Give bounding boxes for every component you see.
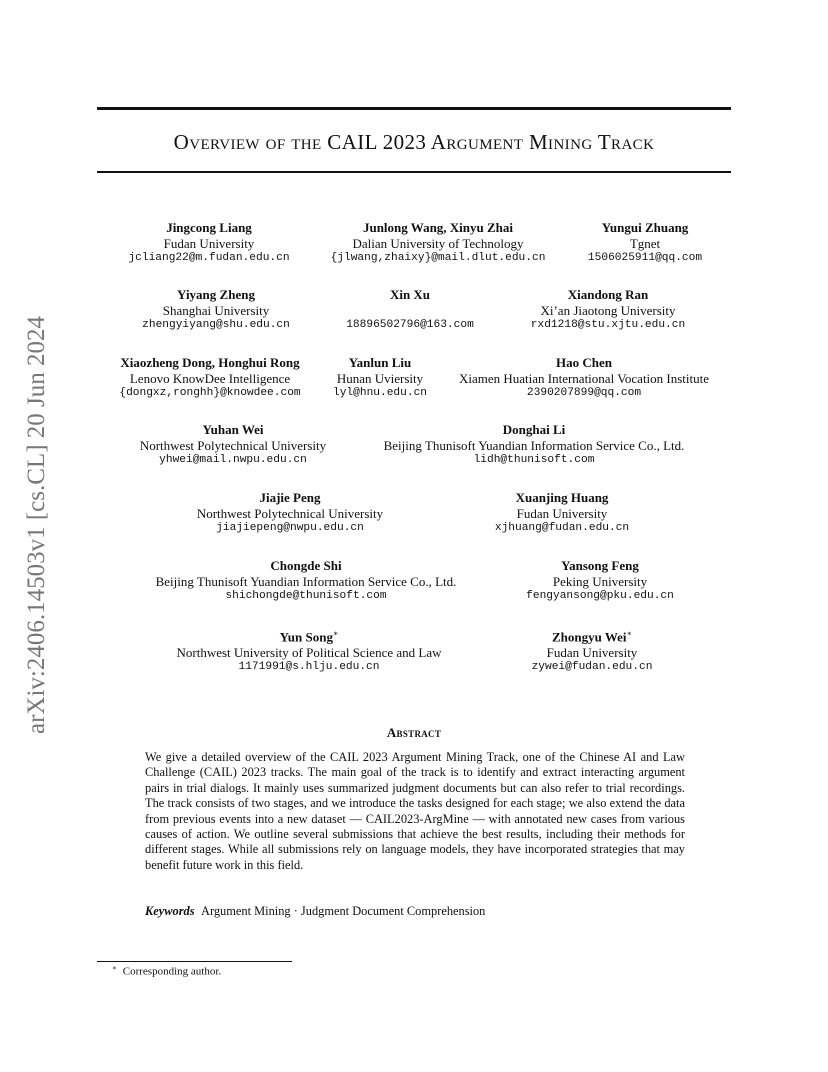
author-email: 18896502796@163.com	[346, 319, 474, 331]
title-bottom-rule	[97, 171, 731, 173]
footnote-mark: ∗	[112, 964, 117, 972]
author-name: Xin Xu	[389, 287, 431, 302]
author-email: rxd1218@stu.xjtu.edu.cn	[530, 319, 686, 331]
footnote-rule	[97, 961, 292, 962]
author-name: Xiandong Ran	[567, 287, 649, 302]
author-email: xjhuang@fudan.edu.cn	[494, 522, 630, 534]
author-name: Hao Chen	[556, 355, 612, 370]
author-email: zywei@fudan.edu.cn	[531, 661, 653, 674]
abstract-heading: Abstract	[386, 725, 442, 740]
arxiv-side-stamp: arXiv:2406.14503v1 [cs.CL] 20 Jun 2024	[23, 315, 50, 735]
author-email: {dongxz,ronghh}@knowdee.com	[119, 387, 301, 399]
author-email: {jlwang,zhaixy}@mail.dlut.edu.cn	[330, 252, 546, 264]
author-affiliation: Shanghai University	[162, 302, 270, 318]
author-affiliation: Fudan University	[163, 235, 255, 251]
keywords-line	[145, 904, 485, 919]
author-email: 1506025911@qq.com	[587, 252, 703, 264]
author-affiliation: Tgnet	[629, 235, 661, 251]
author-email: 2390207899@qq.com	[526, 387, 642, 399]
author-affiliation: Xiamen Huatian International Vocation Institute	[458, 370, 710, 386]
author-block	[177, 626, 442, 676]
author-block	[197, 490, 383, 537]
author-affiliation: Hunan Uviersity	[336, 370, 424, 386]
corresponding-mark: ∗	[626, 629, 632, 638]
footnote-text: Corresponding author.	[122, 965, 222, 978]
author-email: lidh@thunisoft.com	[473, 454, 595, 466]
author-name: Jiajie Peng	[259, 490, 321, 505]
author-affiliation: Dalian University of Technology	[352, 235, 524, 251]
author-name: Junlong Wang, Xinyu Zhai	[362, 220, 514, 235]
author-email: 1171991@s.hlju.edu.cn	[238, 661, 380, 674]
author-name: Chongde Shi	[270, 558, 342, 573]
author-affiliation: Fudan University	[516, 505, 608, 521]
author-email: lyl@hnu.edu.cn	[333, 387, 427, 399]
author-email: shichongde@thunisoft.com	[225, 590, 387, 602]
author-name: Yungui Zhuang	[601, 220, 689, 235]
author-name: Zhongyu Wei	[552, 629, 627, 645]
author-block	[588, 220, 702, 267]
author-name: Xiaozheng Dong, Honghui Rong	[120, 355, 300, 370]
author-block	[142, 287, 290, 334]
author-name: Yun Song	[279, 629, 333, 645]
author-name: Yiyang Zheng	[177, 287, 255, 302]
author-block	[532, 626, 653, 676]
author-block	[140, 422, 326, 469]
author-block	[346, 287, 474, 334]
author-block	[119, 355, 300, 402]
author-name: Yansong Feng	[561, 558, 639, 573]
abstract-text: We give a detailed overview of the CAIL 2023 Argument Mining Track, one of the Chinese AI and Law Challenge (CAIL) 2023 tracks. The main goal of the track is to identify and extract interacting argument pairs in trial dialogs. It mainly uses summarized judgment documents but can also refer to trial recordings. The track consists of two stages, and we introduce the tasks designed for each stage; we also extend the data from previous events into a new dataset — CAIL2023-ArgMine — with annotated new cases from various causes of action. We outline several submissions that achieve the best results, including their methods for different stages. While all submissions rely on language models, they have incorporated strategies that may benefit future work in this field.	[145, 750, 685, 872]
author-block	[526, 558, 674, 605]
author-email: jiajiepeng@nwpu.edu.cn	[216, 522, 364, 534]
author-block	[459, 355, 709, 402]
paper-title: Overview of the CAIL 2023 Argument Mining Track	[173, 130, 655, 154]
author-affiliation: Beijing Thunisoft Yuandian Information Service Co., Ltd.	[383, 437, 685, 453]
author-name: Jingcong Liang	[166, 220, 252, 235]
author-affiliation: Northwest Polytechnical University	[196, 505, 384, 521]
author-block	[128, 220, 289, 267]
author-affiliation: Fudan University	[546, 644, 638, 660]
author-name: Yuhan Wei	[202, 422, 264, 437]
author-affiliation: Northwest Polytechnical University	[139, 437, 327, 453]
title-top-rule	[97, 107, 731, 110]
author-name: Donghai Li	[502, 422, 566, 437]
author-email: zhengyiyang@shu.edu.cn	[142, 319, 290, 331]
author-affiliation: Northwest University of Political Science and Law	[176, 644, 442, 660]
keywords-label: Keywords	[145, 904, 195, 918]
author-email: jcliang22@m.fudan.edu.cn	[128, 252, 290, 264]
author-block	[156, 558, 457, 605]
author-block	[384, 422, 685, 469]
author-name: Xuanjing Huang	[515, 490, 609, 505]
author-name: Yanlun Liu	[348, 355, 412, 370]
author-block	[495, 490, 629, 537]
author-block	[333, 355, 427, 402]
author-email: fengyansong@pku.edu.cn	[526, 590, 674, 602]
keywords-text: Argument Mining · Judgment Document Comprehension	[201, 904, 486, 918]
corresponding-mark: ∗	[332, 629, 339, 638]
author-affiliation	[346, 303, 474, 319]
footnote	[112, 964, 221, 978]
author-block	[531, 287, 685, 334]
author-affiliation: Beijing Thunisoft Yuandian Information Service Co., Ltd.	[155, 573, 457, 589]
author-affiliation: Xi’an Jiaotong University	[540, 302, 676, 318]
author-affiliation: Peking University	[552, 573, 648, 589]
author-email: yhwei@mail.nwpu.edu.cn	[159, 454, 307, 466]
author-affiliation: Lenovo KnowDee Intelligence	[129, 370, 291, 386]
author-block	[331, 220, 546, 267]
